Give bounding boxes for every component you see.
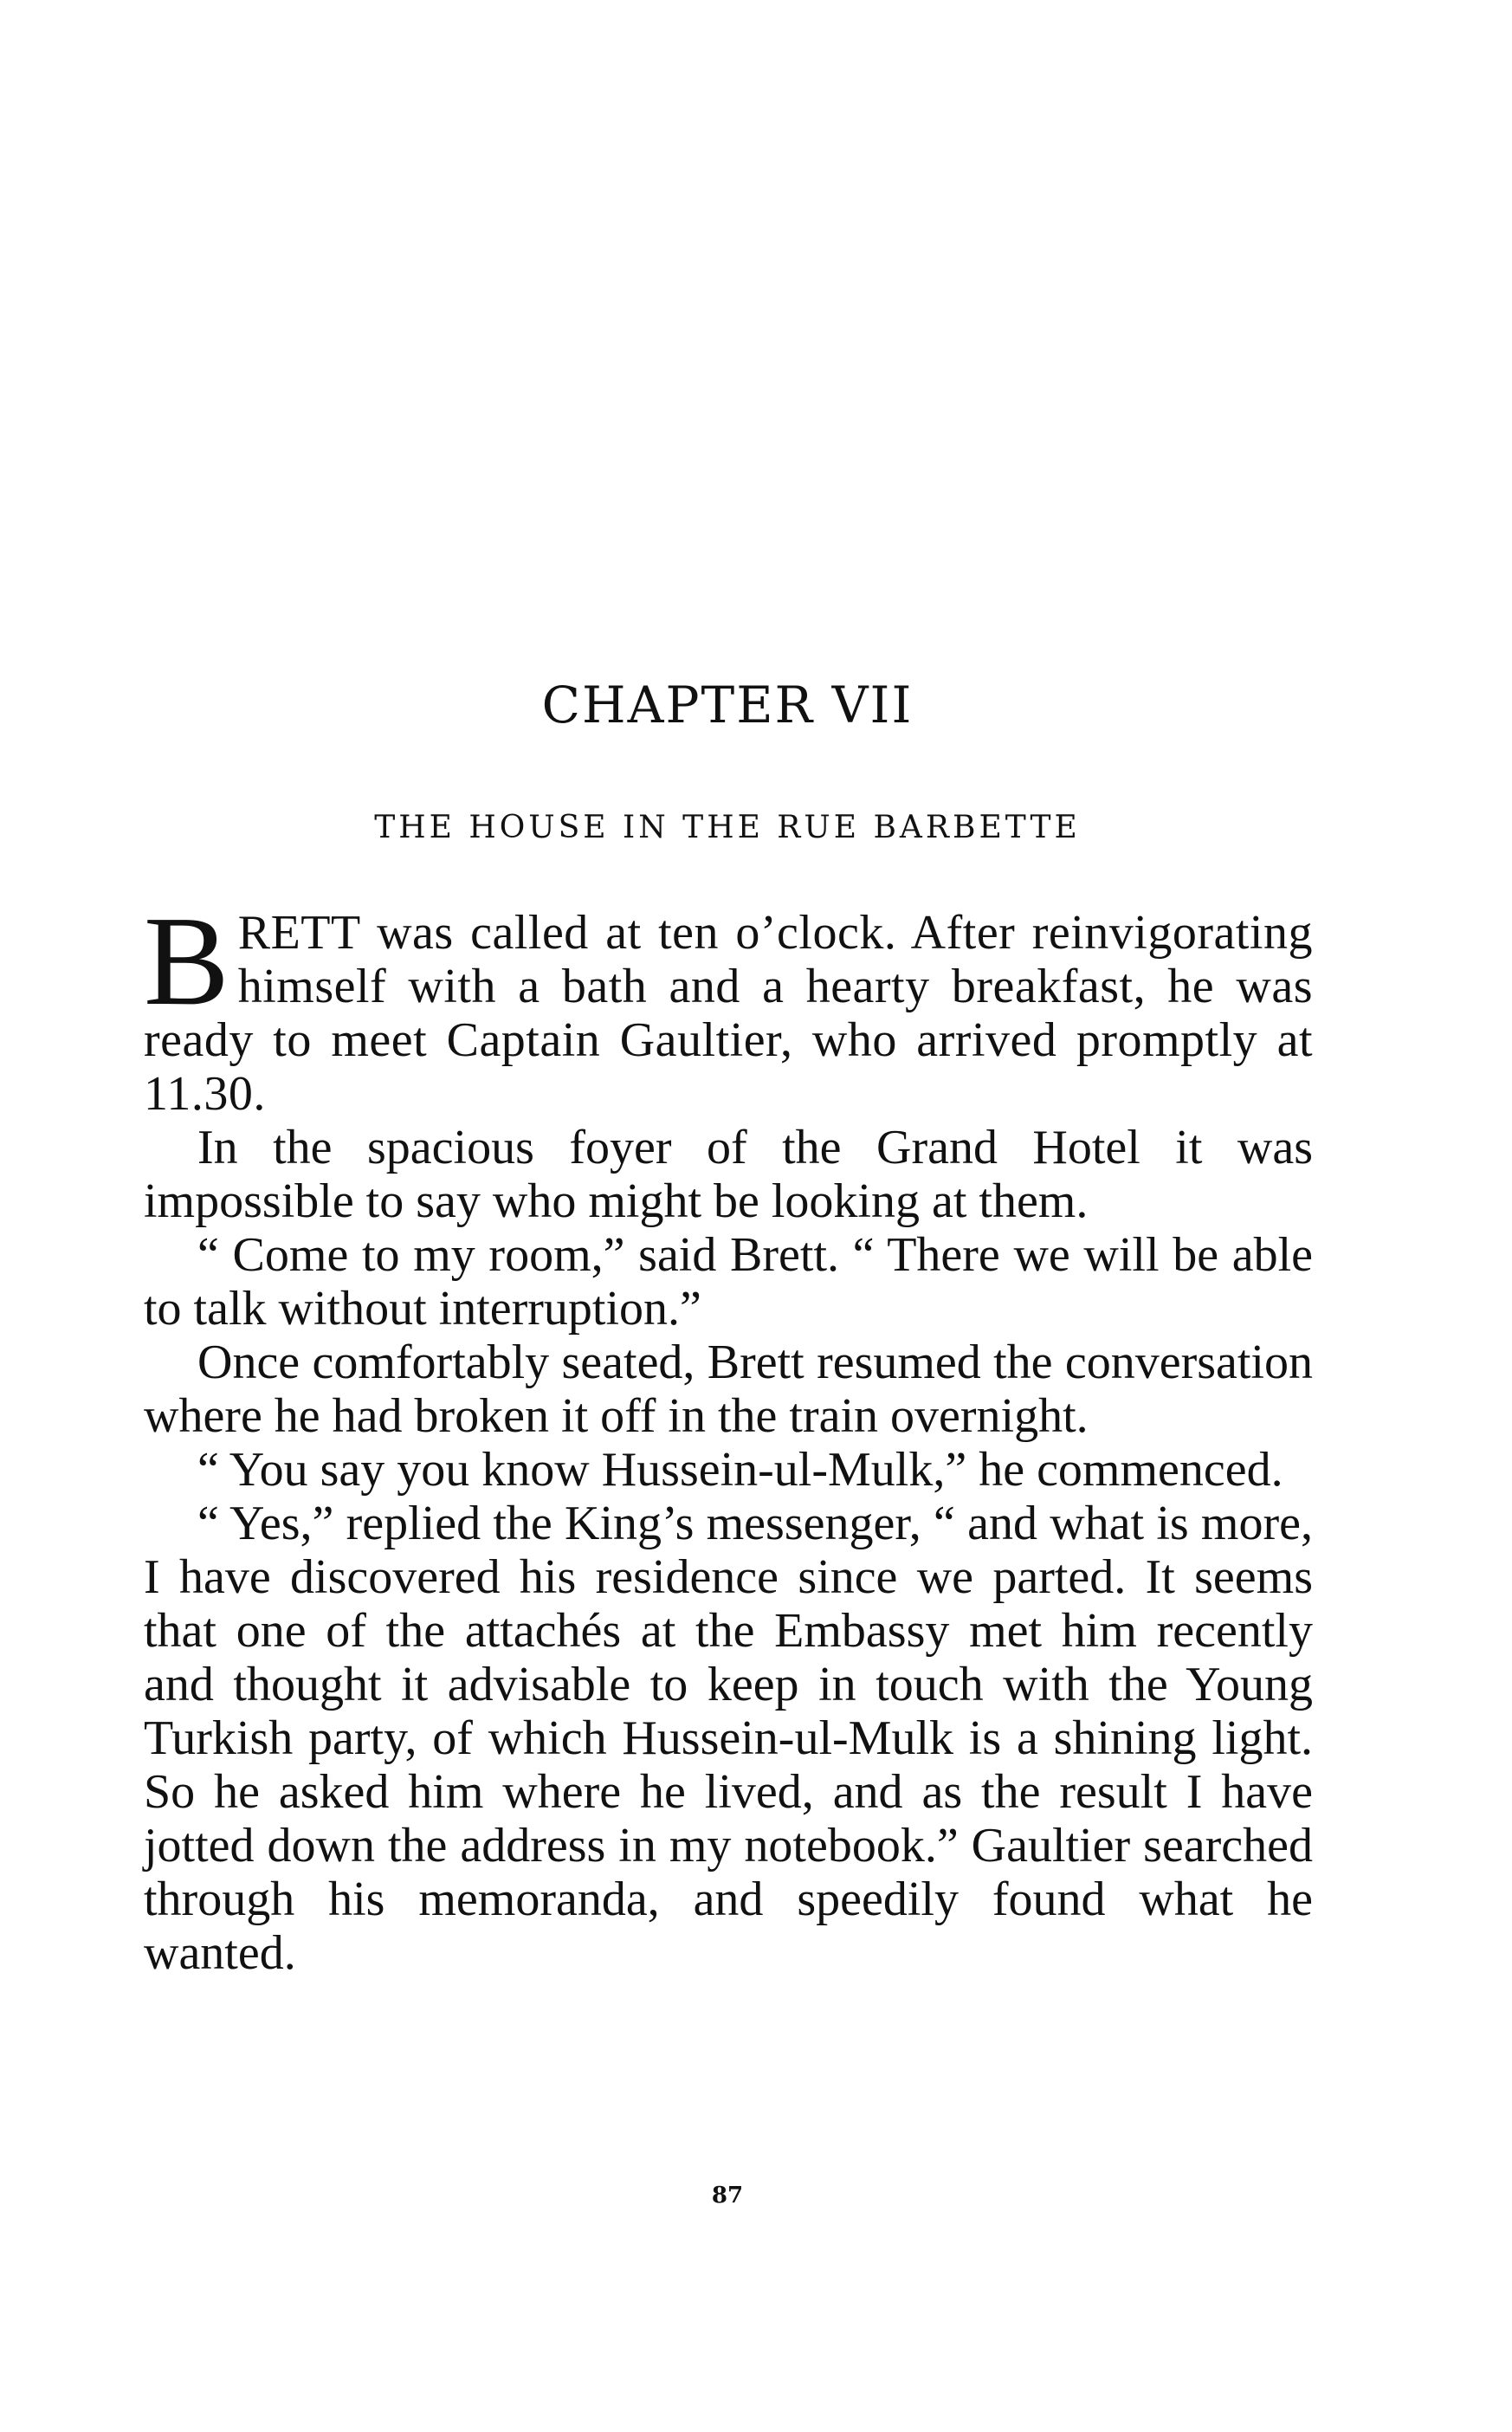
paragraph-2: In the spacious foyer of the Grand Hotel it was impossible to say who might be looking at them. (144, 1121, 1313, 1228)
chapter-subtitle: THE HOUSE IN THE RUE BARBETTE (374, 810, 1081, 845)
page-number: 87 (711, 2183, 744, 2209)
paragraph-1 (144, 890, 1313, 1121)
chapter-heading: CHAPTER VII (541, 676, 914, 734)
paragraph-1-text: RETT was called at ten o’clock. After reinvigorating himself with a bath and a hearty breakfast, he was ready to meet Captain Gaultier, who arrived promptly at 11.30. (144, 906, 1313, 1121)
chapter-body (144, 890, 1313, 1980)
paragraph-3: “ Come to my room,” said Brett. “ There we will be able to talk without interruption.” (144, 1228, 1313, 1336)
paragraph-6: “ Yes,” replied the King’s messenger, “ and what is more, I have discovered his residence since we parted. It seems that one of the attachés at the Embassy met him recently and thought it advisable to keep in touch with the Young Turkish party, of which Hussein-ul-Mulk is a shining light. So he asked him where he lived, and as the result I have jotted down the address in my notebook.” Gaultier searched through his memoranda, and speedily found what he wanted. (144, 1497, 1313, 1980)
paragraph-4: Once comfortably seated, Brett resumed the conversation where he had broken it off in the train overnight. (144, 1336, 1313, 1443)
drop-cap: B (144, 890, 229, 1032)
paragraph-5: “ You say you know Hussein-ul-Mulk,” he commenced. (197, 1443, 1283, 1497)
